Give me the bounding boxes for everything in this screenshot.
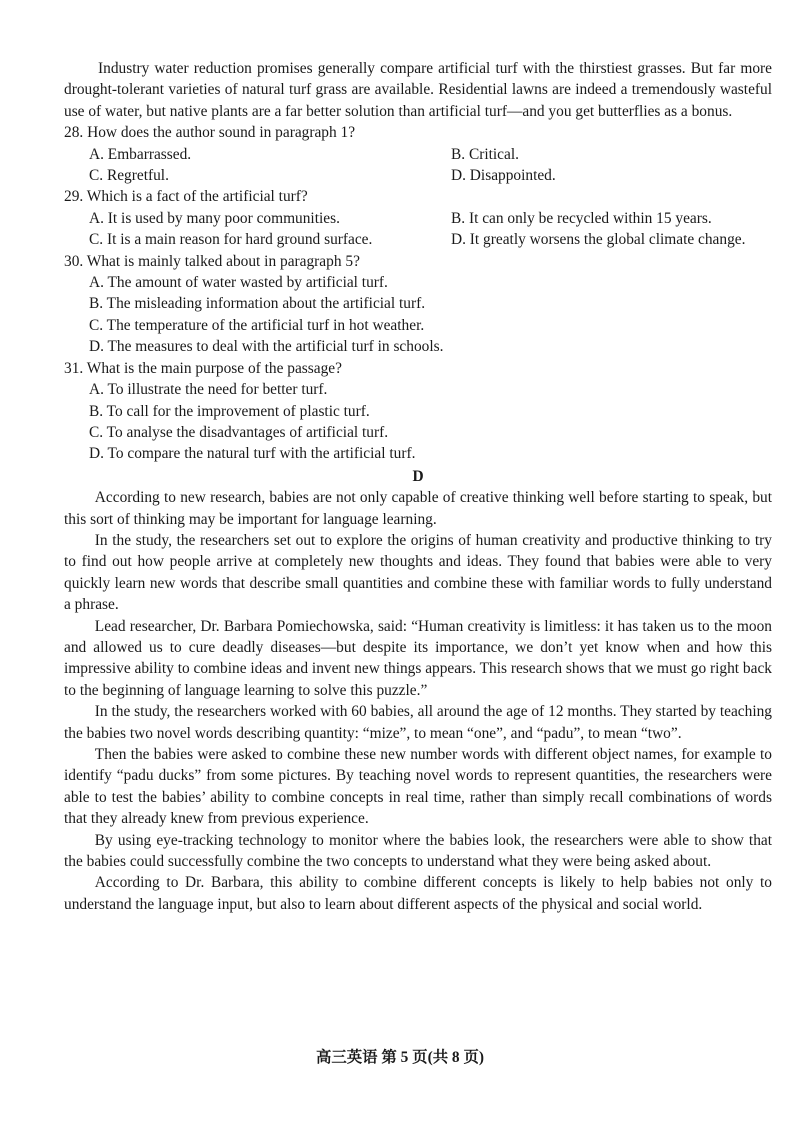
passage-d-paragraph-2: In the study, the researchers set out to explore the origins of human creativity and productive thinking to try to find out how people arrive at completely new thoughts and ideas. They found that babies were able to very quickly learn new words that describe small quantities and combine these with familiar words to fully understand a phrase. — [64, 531, 772, 614]
passage-c-final-paragraph: Industry water reduction promises generally compare artificial turf with the thirstiest grasses. But far more drought-tolerant varieties of natural turf grass are available. Residential lawns are indeed a tremendously wasteful use of water, but native plants are a far better solution than artificial turf—and you get butterflies as a bonus. — [64, 60, 772, 120]
option-c[interactable]: C. Regretful. — [89, 167, 169, 185]
passage-d-paragraph-6: By using eye-tracking technology to monitor where the babies look, the researchers were able to show that the babies could successfully combine the two concepts to understand what they were being asked about. — [64, 831, 772, 871]
passage-d-paragraph-1: According to new research, babies are not only capable of creative thinking well before starting to speak, but this sort of thinking may be important for language learning. — [64, 489, 772, 528]
question-stem: 28. How does the author sound in paragraph 1? — [64, 124, 356, 142]
option-row — [64, 208, 772, 229]
option-b[interactable]: B. The misleading information about the artificial turf. — [89, 295, 426, 313]
question-31 — [64, 358, 772, 465]
option-b[interactable]: B. To call for the improvement of plastic turf. — [89, 402, 370, 420]
option-a[interactable]: A. It is used by many poor communities. — [89, 209, 340, 227]
option-row — [64, 165, 772, 186]
option-c[interactable]: C. It is a main reason for hard ground surface. — [89, 231, 373, 249]
option-d[interactable]: D. To compare the natural turf with the artificial turf. — [89, 445, 416, 463]
option-c[interactable]: C. To analyse the disadvantages of artificial turf. — [89, 423, 389, 441]
option-c[interactable]: C. The temperature of the artificial turf in hot weather. — [89, 316, 425, 334]
option-a[interactable]: A. To illustrate the need for better turf. — [89, 381, 328, 399]
option-d[interactable]: D. It greatly worsens the global climate change. — [451, 231, 746, 249]
question-stem: 29. Which is a fact of the artificial turf? — [64, 188, 308, 206]
option-row — [64, 144, 772, 165]
passage-d-paragraph-5: Then the babies were asked to combine these new number words with different object names, for example to identify “padu ducks” from some pictures. By teaching novel words to represent quantities, the researchers were able to test the babies’ ability to combine concepts in real time, rather than simply recall combinations of words that they already knew from previous experience. — [64, 746, 772, 828]
option-row — [64, 229, 772, 250]
option-b[interactable]: B. It can only be recycled within 15 years. — [451, 209, 712, 227]
option-a[interactable]: A. The amount of water wasted by artificial turf. — [89, 274, 388, 292]
question-28 — [64, 122, 772, 186]
option-b[interactable]: B. Critical. — [451, 145, 519, 163]
passage-d-paragraph-7: According to Dr. Barbara, this ability to combine different concepts is likely to help babies not only to understand the language input, but also to learn about different aspects of the physical and social world. — [64, 874, 772, 913]
passage-d-paragraph-4: In the study, the researchers worked with 60 babies, all around the age of 12 months. They started by teaching the babies two novel words describing quantity: “mize”, to mean “one”, and “padu”, to mean “two”. — [64, 703, 772, 742]
question-stem: 31. What is the main purpose of the passage? — [64, 359, 342, 377]
question-30 — [64, 251, 772, 358]
option-a[interactable]: A. Embarrassed. — [89, 145, 192, 163]
passage-d-heading: D — [412, 467, 424, 485]
question-stem: 30. What is mainly talked about in paragraph 5? — [64, 252, 360, 270]
passage-d-paragraph-3: Lead researcher, Dr. Barbara Pomiechowska, said: “Human creativity is limitless: it has taken us to the moon and allowed us to cure deadly diseases—but despite its importance, we don’t yet know when and how this impressive ability to combine ideas and invent new things appears. This research shows that we must go right back to the beginning of language learning to solve this puzzle.” — [64, 617, 772, 699]
option-d[interactable]: D. Disappointed. — [451, 167, 556, 185]
question-29 — [64, 186, 772, 250]
page-footer: 高三英语 第 5 页(共 8 页) — [315, 1049, 484, 1066]
option-d[interactable]: D. The measures to deal with the artificial turf in schools. — [89, 338, 444, 356]
